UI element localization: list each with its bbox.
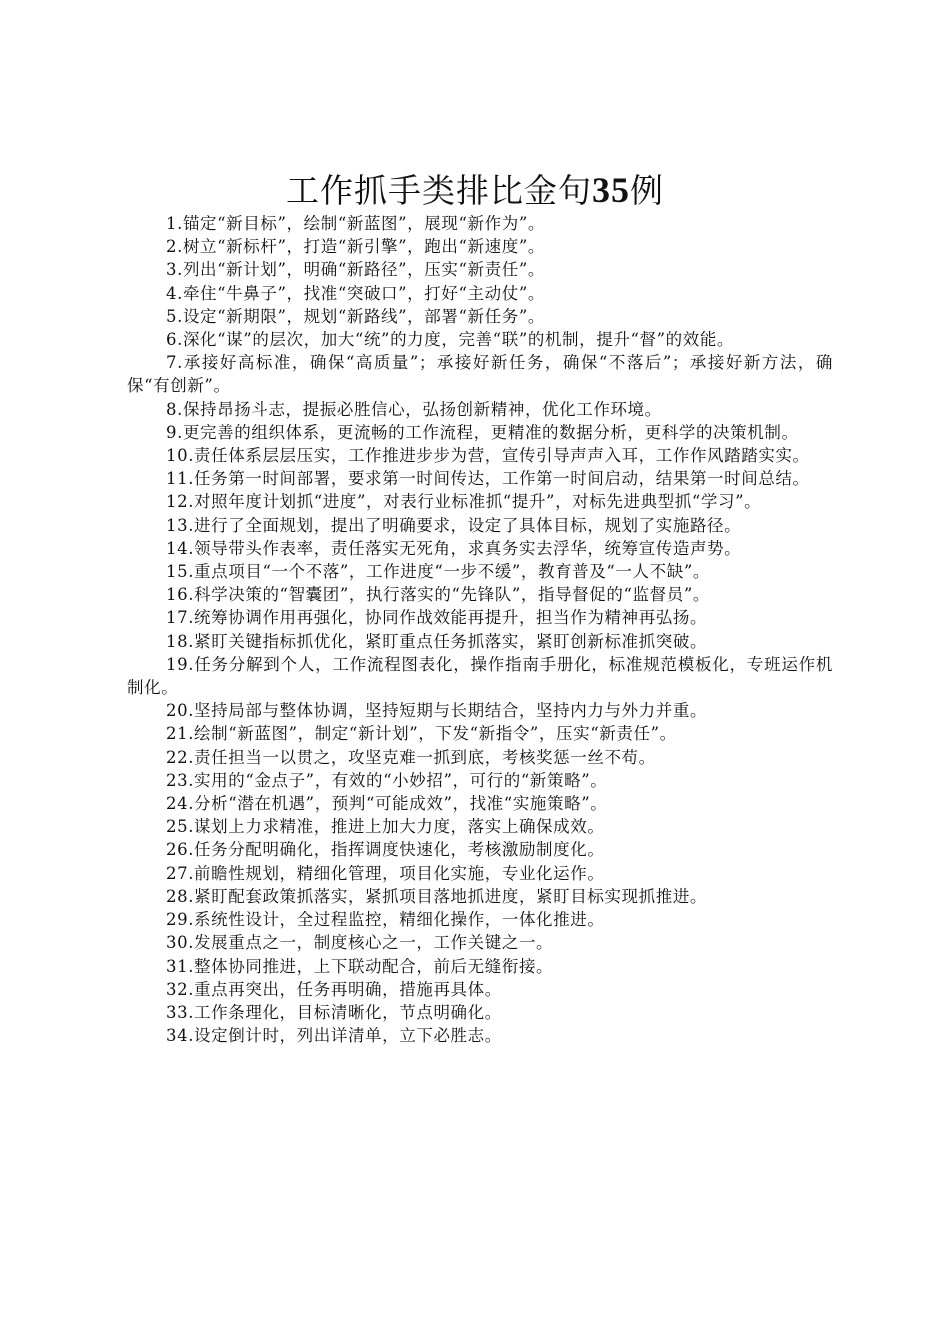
list-item: 17.统筹协调作用再强化，协同作战效能再提升，担当作为精神再弘扬。 <box>166 608 708 628</box>
list-item: 16.科学决策的“智囊团”，执行落实的“先锋队”，指导督促的“监督员”。 <box>166 585 710 605</box>
title-text: 工作抓手类排比金句 <box>286 171 592 210</box>
phrase-list <box>127 212 833 1047</box>
list-item: 27.前瞻性规划，精细化管理，项目化实施，专业化运作。 <box>166 863 605 883</box>
list-item: 23.实用的“金点子”，有效的“小妙招”，可行的“新策略”。 <box>166 770 608 790</box>
list-item: 32.重点再突出，任务再明确，措施再具体。 <box>166 979 502 999</box>
list-item: 12.对照年度计划抓“进度”，对表行业标准抓“提升”，对标先进典型抓“学习”。 <box>166 492 762 512</box>
list-item: 18.紧盯关键指标抓优化，紧盯重点任务抓落实，紧盯创新标准抓突破。 <box>166 631 708 651</box>
list-item: 8.保持昂扬斗志，提振必胜信心，弘扬创新精神，优化工作环境。 <box>166 399 662 419</box>
list-item: 20.坚持局部与整体协调，坚持短期与长期结合，坚持内力与外力并重。 <box>166 701 708 721</box>
document-title <box>0 166 950 215</box>
list-item: 11.任务第一时间部署，要求第一时间传达，工作第一时间启动，结果第一时间总结。 <box>166 469 810 489</box>
list-item: 33.工作条理化，目标清晰化，节点明确化。 <box>166 1002 502 1022</box>
list-item: 5.设定“新期限”，规划“新路线”，部署“新任务”。 <box>166 306 545 326</box>
list-item: 4.牵住“牛鼻子”，找准“突破口”，打好“主动仗”。 <box>166 283 545 303</box>
list-item: 25.谋划上力求精准，推进上加大力度，落实上确保成效。 <box>166 817 605 837</box>
list-item: 29.系统性设计，全过程监控，精细化操作，一体化推进。 <box>166 910 605 930</box>
list-item: 10.责任体系层层压实，工作推进步步为营，宣传引导声声入耳，工作作风踏踏实实。 <box>166 446 810 466</box>
list-item: 6.深化“谋”的层次，加大“统”的力度，完善“联”的机制，提升“督”的效能。 <box>166 330 735 350</box>
list-item: 22.责任担当一以贯之，攻坚克难一抓到底，考核奖惩一丝不苟。 <box>166 747 656 767</box>
list-item: 2.树立“新标杆”，打造“新引擎”，跑出“新速度”。 <box>166 237 545 257</box>
list-item: 14.领导带头作表率，责任落实无死角，求真务实去浮华，统筹宣传造声势。 <box>166 538 742 558</box>
list-item: 1.锚定“新目标”，绘制“新蓝图”，展现“新作为”。 <box>166 214 545 233</box>
list-item: 19.任务分解到个人，工作流程图表化，操作指南手册化，标准规范模板化，专班运作机制化。 <box>127 654 833 698</box>
list-item: 26.任务分配明确化，指挥调度快速化，考核激励制度化。 <box>166 840 605 860</box>
list-item: 9.更完善的组织体系，更流畅的工作流程，更精准的数据分析，更科学的决策机制。 <box>166 422 799 442</box>
title-suffix: 例 <box>630 171 664 210</box>
list-item: 13.进行了全面规划，提出了明确要求，设定了具体目标，规划了实施路径。 <box>166 515 742 535</box>
list-item: 34.设定倒计时，列出详清单，立下必胜志。 <box>166 1026 502 1046</box>
list-item: 28.紧盯配套政策抓落实，紧抓项目落地抓进度，紧盯目标实现抓推进。 <box>166 886 708 906</box>
list-item: 30.发展重点之一，制度核心之一，工作关键之一。 <box>166 933 554 953</box>
list-item: 31.整体协同推进，上下联动配合，前后无缝衔接。 <box>166 956 554 976</box>
list-item: 7.承接好高标准，确保“高质量”；承接好新任务，确保“不落后”；承接好新方法，确保“有创新”。 <box>127 353 833 396</box>
title-number: 35 <box>592 170 630 210</box>
list-item: 24.分析“潜在机遇”，预判“可能成效”，找准“实施策略”。 <box>166 794 608 814</box>
list-item: 21.绘制“新蓝图”，制定“新计划”，下发“新指令”，压实“新责任”。 <box>166 724 677 744</box>
list-item: 15.重点项目“一个不落”，工作进度“一步不缓”，教育普及“一人不缺”。 <box>166 562 710 582</box>
list-item: 3.列出“新计划”，明确“新路径”，压实“新责任”。 <box>166 260 545 280</box>
